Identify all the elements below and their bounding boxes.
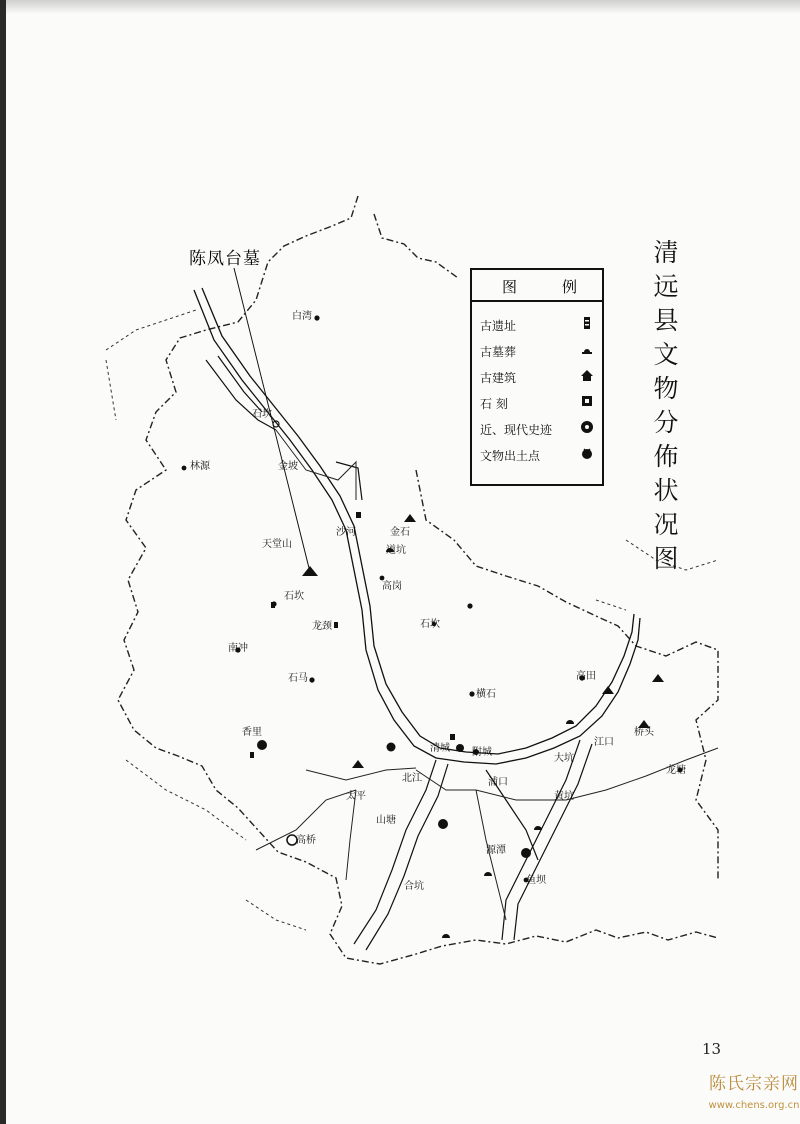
- place-label: 源潭: [486, 845, 506, 856]
- legend-item-label: 近、现代史迹: [480, 423, 553, 437]
- legend-item-label: 文物出土点: [480, 449, 541, 463]
- mountain-icon: [302, 566, 318, 576]
- site-dot: [182, 466, 187, 471]
- page-number: 13: [702, 1040, 722, 1058]
- legend-item: [480, 444, 598, 464]
- site-dot: [387, 743, 396, 752]
- watermark-name: 陈氏宗亲网: [709, 1074, 799, 1094]
- legend-item-label: 古遗址: [480, 319, 517, 333]
- site-dot: [456, 744, 464, 752]
- legend-item-label: 古建筑: [480, 371, 517, 385]
- site-dot: [467, 603, 472, 608]
- place-label: 高桥: [296, 835, 316, 846]
- place-label: 高田: [576, 671, 596, 682]
- site-triangle: [352, 760, 364, 768]
- place-label: 石坎: [284, 591, 304, 602]
- site-triangle: [404, 514, 416, 522]
- legend-item: [480, 418, 598, 438]
- place-label: 香里: [242, 727, 262, 738]
- ancient-building-icon: [580, 368, 594, 382]
- modern-historic-site-icon: [580, 420, 594, 434]
- site-semicircle: [566, 720, 574, 724]
- site-square: [450, 734, 455, 740]
- place-label: 石坎: [252, 409, 272, 420]
- site-square: [334, 622, 338, 628]
- legend-header-right: 例: [562, 278, 578, 296]
- place-label: 北江: [402, 773, 422, 784]
- place-label: 天堂山: [262, 539, 292, 550]
- legend-header: [472, 270, 602, 302]
- place-label: 林源: [190, 461, 210, 472]
- ancient-tomb-icon: [580, 342, 594, 356]
- site-dot: [309, 677, 314, 682]
- place-label: 道坑: [386, 545, 406, 556]
- site-semicircle: [484, 872, 492, 876]
- site-dot: [469, 691, 474, 696]
- place-label: 附城: [472, 747, 492, 758]
- place-label: 浦口: [488, 777, 508, 788]
- legend-item-label: 石 刻: [480, 397, 508, 411]
- place-label: 金石: [390, 527, 410, 538]
- map-title: 清远县文物分佈状况图: [653, 238, 679, 573]
- site-square: [250, 752, 254, 758]
- legend-item: [480, 392, 598, 412]
- neighbor-boundary: [106, 310, 718, 930]
- site-square: [356, 512, 361, 518]
- site-semicircle: [442, 934, 450, 938]
- place-label: 金坡: [278, 461, 298, 472]
- place-label: 高岗: [382, 581, 402, 592]
- place-label: 江口: [594, 737, 614, 748]
- site-dot: [438, 819, 448, 829]
- legend-item: [480, 340, 598, 360]
- watermark-url: www.chens.org.cn: [708, 1100, 800, 1111]
- legend-item: [480, 314, 598, 334]
- place-label: 桥头: [634, 727, 654, 738]
- legend-item: [480, 366, 598, 386]
- artifact-find-site-icon: [580, 446, 594, 460]
- site-dot: [314, 315, 319, 320]
- place-label: 山塘: [376, 815, 396, 826]
- site-square: [271, 602, 275, 608]
- stone-carving-icon: [580, 394, 594, 408]
- place-label: 龙颈: [312, 621, 332, 632]
- place-label: 白湾: [292, 311, 312, 322]
- place-label: 黄坑: [554, 791, 574, 802]
- legend-item-label: 古墓葬: [480, 345, 517, 359]
- place-label: 沙河: [336, 527, 356, 538]
- tomb-annotation-label: 陈凤台墓: [189, 249, 261, 269]
- legend-header-left: 图: [502, 278, 518, 296]
- place-label: 石马: [288, 673, 308, 684]
- site-dot: [521, 848, 531, 858]
- site-semicircle: [534, 826, 542, 830]
- place-label: 鱼坝: [526, 875, 546, 886]
- site-triangle: [652, 674, 664, 682]
- place-label: 清城: [430, 743, 450, 754]
- place-label: 合坑: [404, 881, 424, 892]
- place-label: 石坎: [420, 619, 440, 630]
- place-label: 龙塘: [666, 765, 686, 776]
- site-dot: [380, 576, 385, 581]
- place-label: 太平: [346, 791, 366, 802]
- ancient-site-icon: [580, 316, 594, 330]
- place-label: 南冲: [228, 643, 248, 654]
- legend-box: [470, 268, 604, 486]
- place-label: 横石: [476, 689, 496, 700]
- county-boundary: [118, 196, 718, 964]
- place-label: 大坑: [554, 753, 574, 764]
- site-dot: [257, 740, 267, 750]
- site-watermark: [702, 1067, 800, 1124]
- site-triangle: [602, 686, 614, 694]
